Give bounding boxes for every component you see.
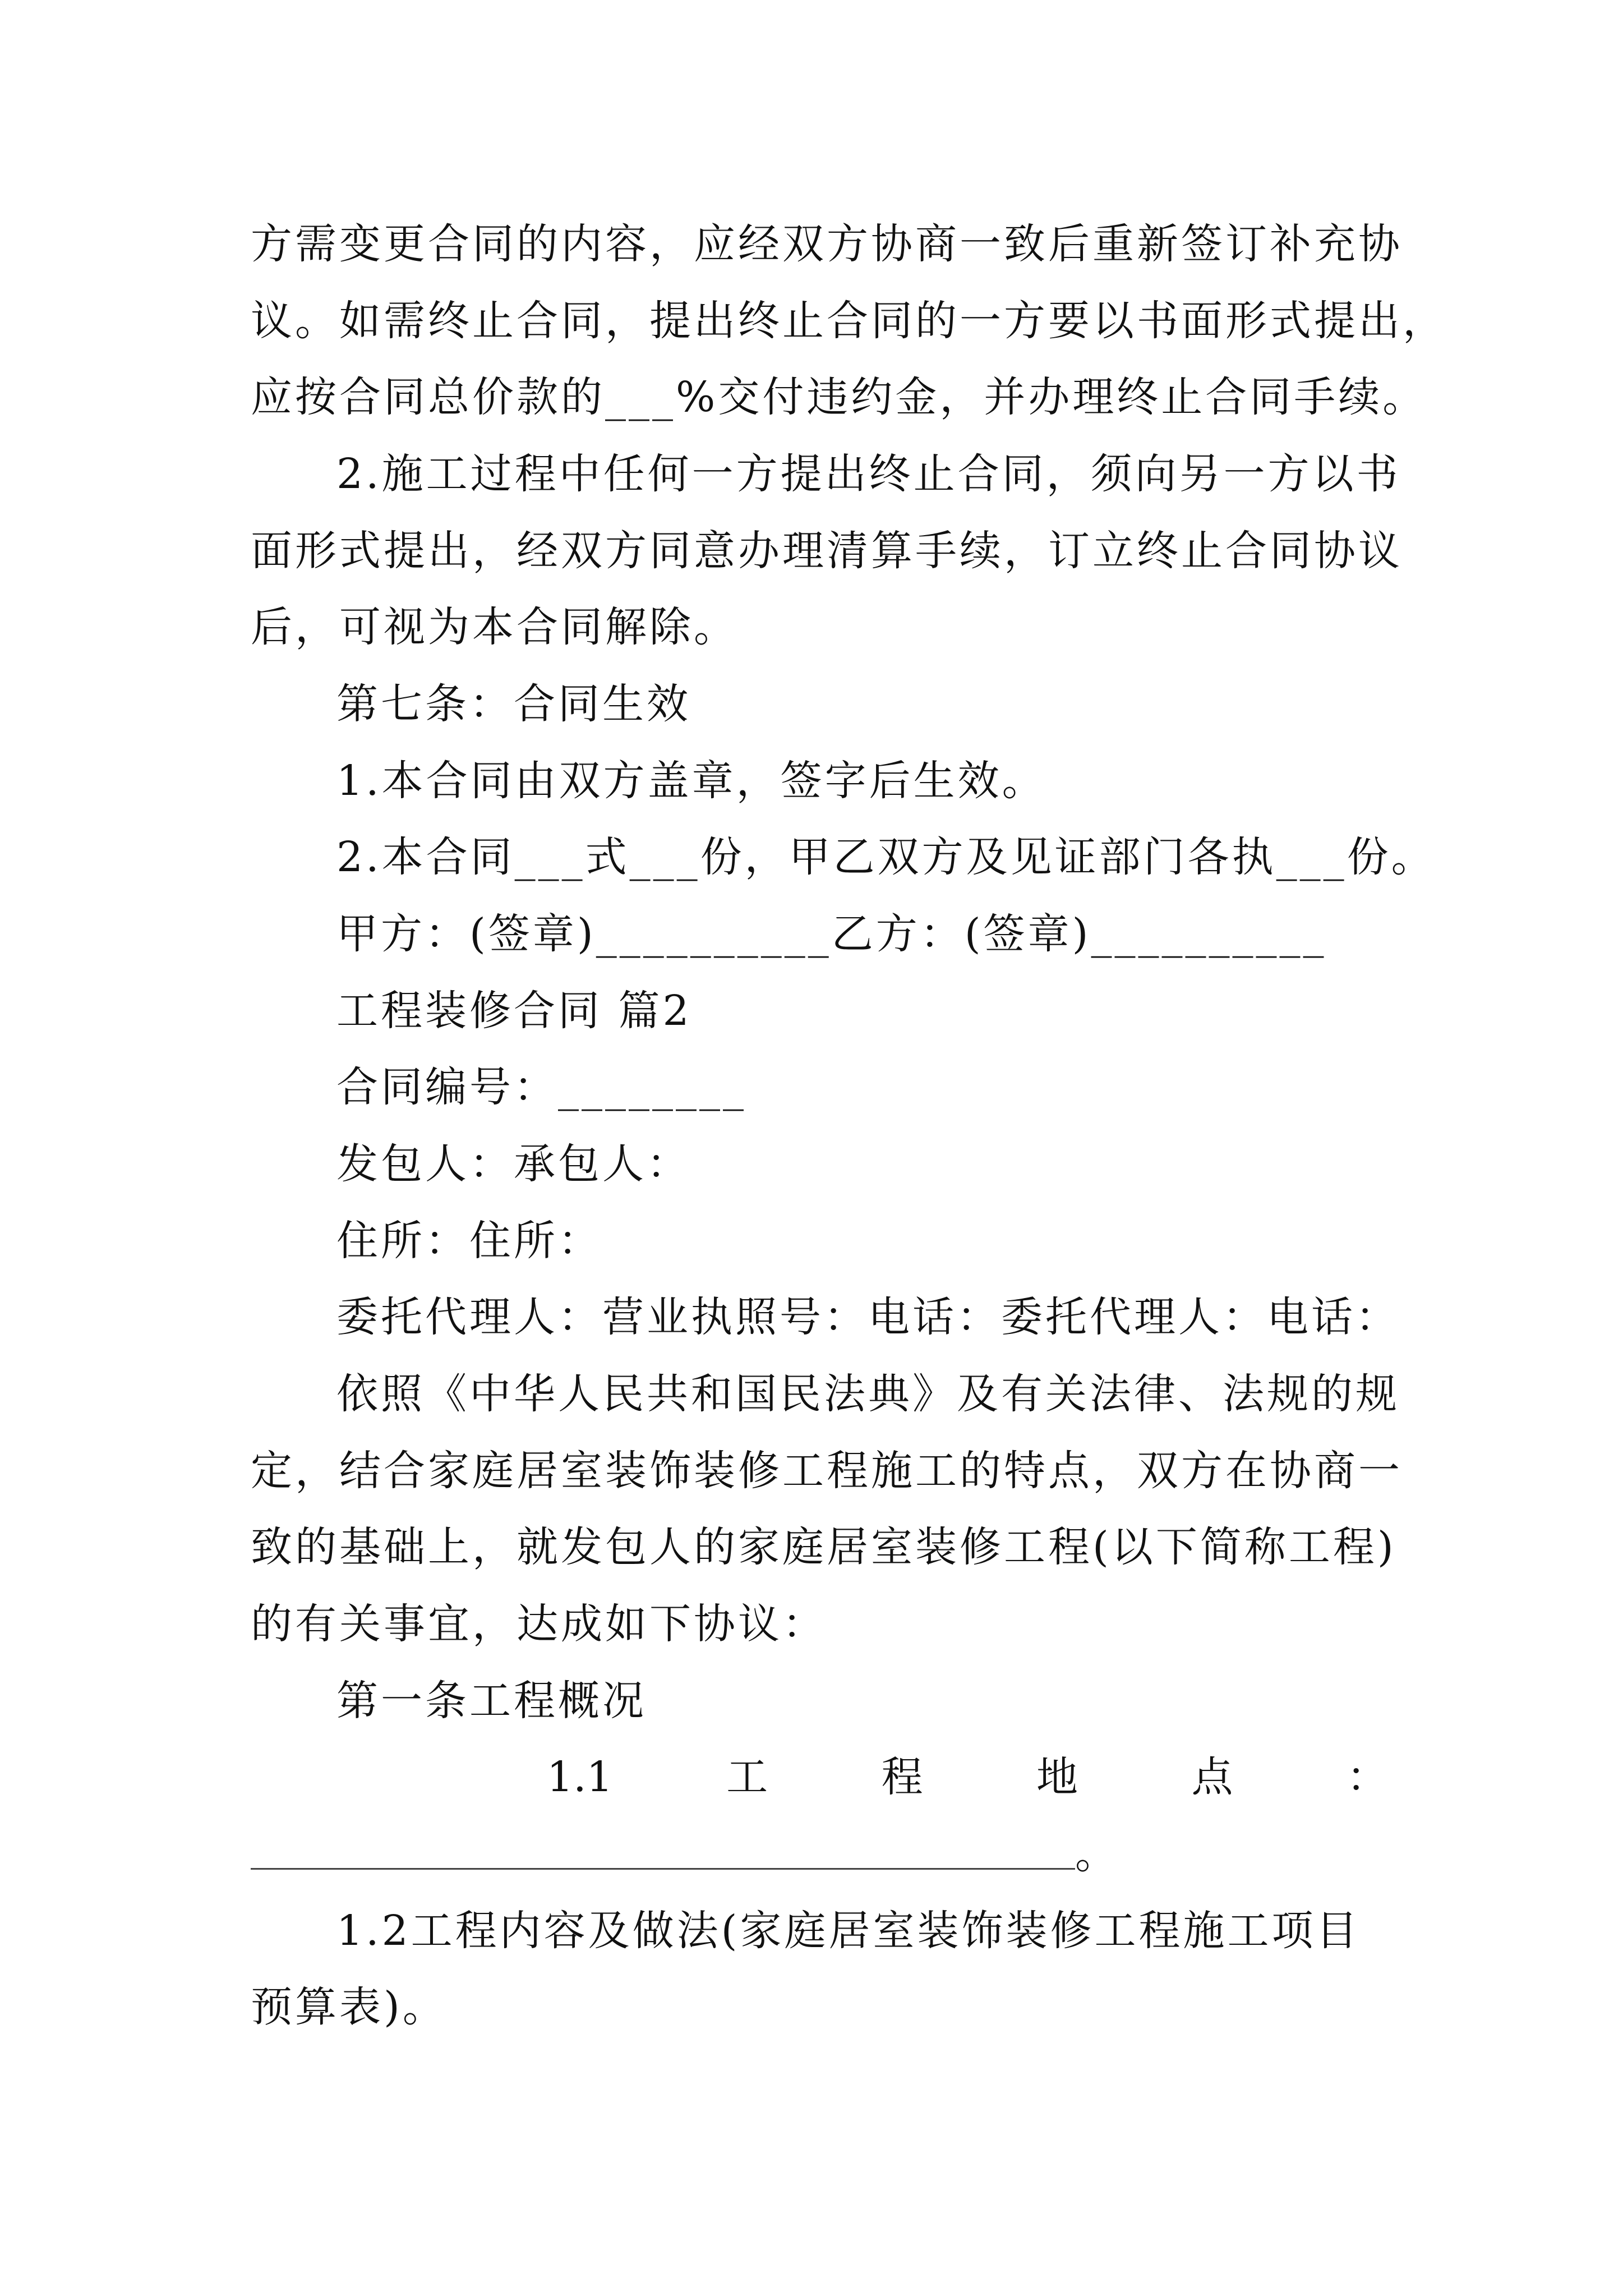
paragraph-line: 议。如需终止合同，提出终止合同的一方要以书面形式提出，	[251, 297, 1447, 345]
clause-item: 1.本合同由双方盖章，签字后生效。	[336, 757, 1046, 805]
blank-underline	[251, 1868, 1075, 1870]
paragraph-line: 致的基础上，就发包人的家庭居室装修工程(以下简称工程)	[251, 1523, 1396, 1571]
char: 工	[726, 1753, 768, 1801]
char: 程	[881, 1753, 923, 1801]
article-heading: 第一条工程概况	[336, 1677, 647, 1725]
line-end-period: 。	[1075, 1830, 1117, 1878]
paragraph-line: 的有关事宜，达成如下协议：	[251, 1600, 827, 1648]
paragraph-line: 方需变更合同的内容，应经双方协商一致后重新签订补充协	[251, 220, 1403, 268]
clause-item: 1.2工程内容及做法(家庭居室装饰装修工程施工项目	[336, 1907, 1361, 1955]
clause-item: 2.施工过程中任何一方提出终止合同，须向另一方以书	[336, 450, 1401, 498]
char: 地	[1036, 1753, 1078, 1801]
address-line: 住所：住所：	[336, 1217, 602, 1265]
agent-line: 委托代理人：营业执照号：电话：委托代理人：电话：	[336, 1293, 1400, 1341]
clause-item: 2.本合同___式___份，甲乙双方及见证部门各执___份。	[336, 833, 1436, 881]
article-heading: 第七条：合同生效	[336, 680, 691, 728]
char: 点	[1191, 1753, 1233, 1801]
signature-line: 甲方：(签章)__________乙方：(签章)__________	[336, 910, 1327, 958]
paragraph-line: 依照《中华人民共和国民法典》及有关法律、法规的规	[336, 1370, 1400, 1418]
paragraph-line: 面形式提出，经双方同意办理清算手续，订立终止合同协议	[251, 527, 1403, 575]
colon: ：	[1346, 1753, 1388, 1801]
paragraph-line: 后，可视为本合同解除。	[251, 603, 738, 651]
party-line: 发包人：承包人：	[336, 1140, 691, 1188]
item-number: 1.1	[547, 1753, 613, 1801]
project-site-line	[547, 1749, 1388, 1805]
contract-number: 合同编号：________	[336, 1063, 746, 1111]
paragraph-line: 应按合同总价款的___%交付违约金，并办理终止合同手续。	[251, 373, 1427, 421]
paragraph-line: 定，结合家庭居室装饰装修工程施工的特点，双方在协商一	[251, 1447, 1403, 1495]
paragraph-line: 预算表)。	[251, 1983, 447, 2031]
section-title: 工程装修合同 篇2	[336, 987, 692, 1035]
